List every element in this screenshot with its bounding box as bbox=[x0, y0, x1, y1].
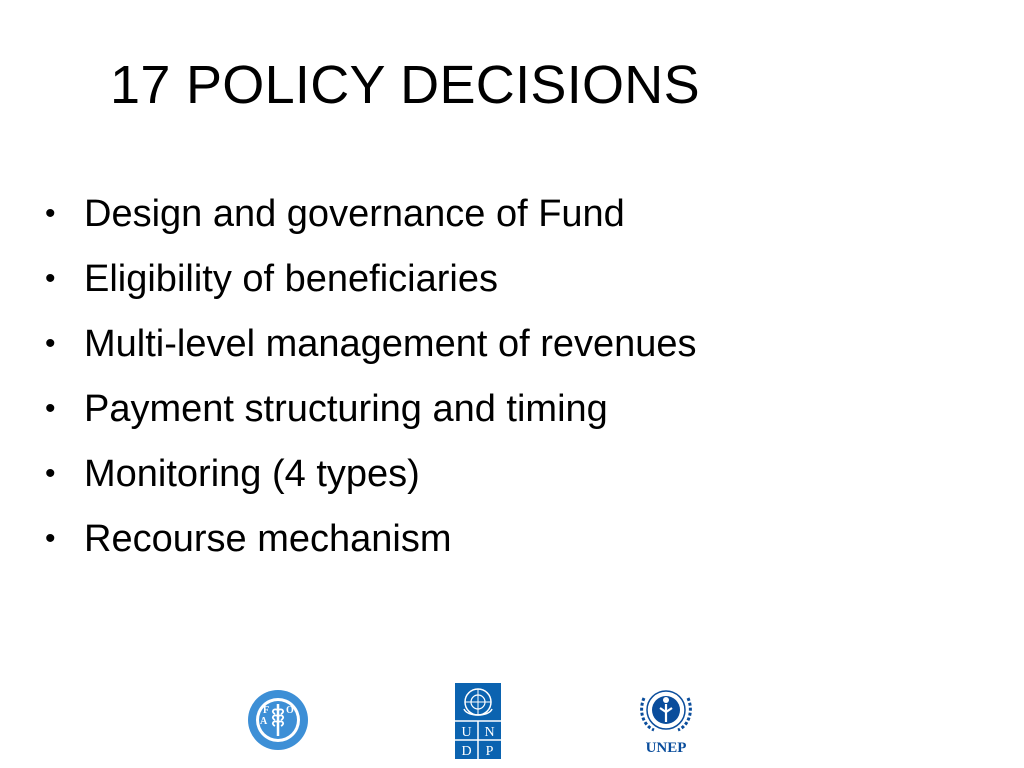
svg-text:P: P bbox=[485, 744, 494, 759]
bullet-item bbox=[45, 515, 697, 580]
bullet-dot-icon: • bbox=[45, 327, 56, 360]
svg-text:D: D bbox=[461, 744, 472, 759]
bullet-item bbox=[45, 450, 697, 515]
bullet-text: Recourse mechanism bbox=[84, 518, 452, 560]
svg-text:UNEP: UNEP bbox=[645, 740, 687, 756]
svg-text:A: A bbox=[260, 716, 268, 727]
bullet-list bbox=[45, 190, 697, 580]
bullet-text: Monitoring (4 types) bbox=[84, 453, 420, 495]
bullet-text: Multi-level management of revenues bbox=[84, 323, 697, 365]
slide-title: 17 POLICY DECISIONS bbox=[110, 55, 700, 115]
undp-logo bbox=[455, 683, 501, 759]
unep-logo bbox=[636, 682, 696, 758]
svg-text:O: O bbox=[286, 705, 294, 716]
bullet-item bbox=[45, 385, 697, 450]
svg-text:N: N bbox=[484, 725, 495, 740]
bullet-item bbox=[45, 190, 697, 255]
bullet-item bbox=[45, 255, 697, 320]
bullet-text: Design and governance of Fund bbox=[84, 193, 625, 235]
bullet-item bbox=[45, 320, 697, 385]
bullet-dot-icon: • bbox=[45, 197, 56, 230]
bullet-dot-icon: • bbox=[45, 522, 56, 555]
svg-text:F: F bbox=[263, 705, 270, 716]
bullet-text: Payment structuring and timing bbox=[84, 388, 608, 430]
partner-logos bbox=[0, 680, 1024, 760]
bullet-dot-icon: • bbox=[45, 262, 56, 295]
bullet-dot-icon: • bbox=[45, 457, 56, 490]
svg-text:U: U bbox=[461, 725, 472, 740]
fao-logo bbox=[246, 688, 310, 752]
bullet-dot-icon: • bbox=[45, 392, 56, 425]
bullet-text: Eligibility of beneficiaries bbox=[84, 258, 498, 300]
